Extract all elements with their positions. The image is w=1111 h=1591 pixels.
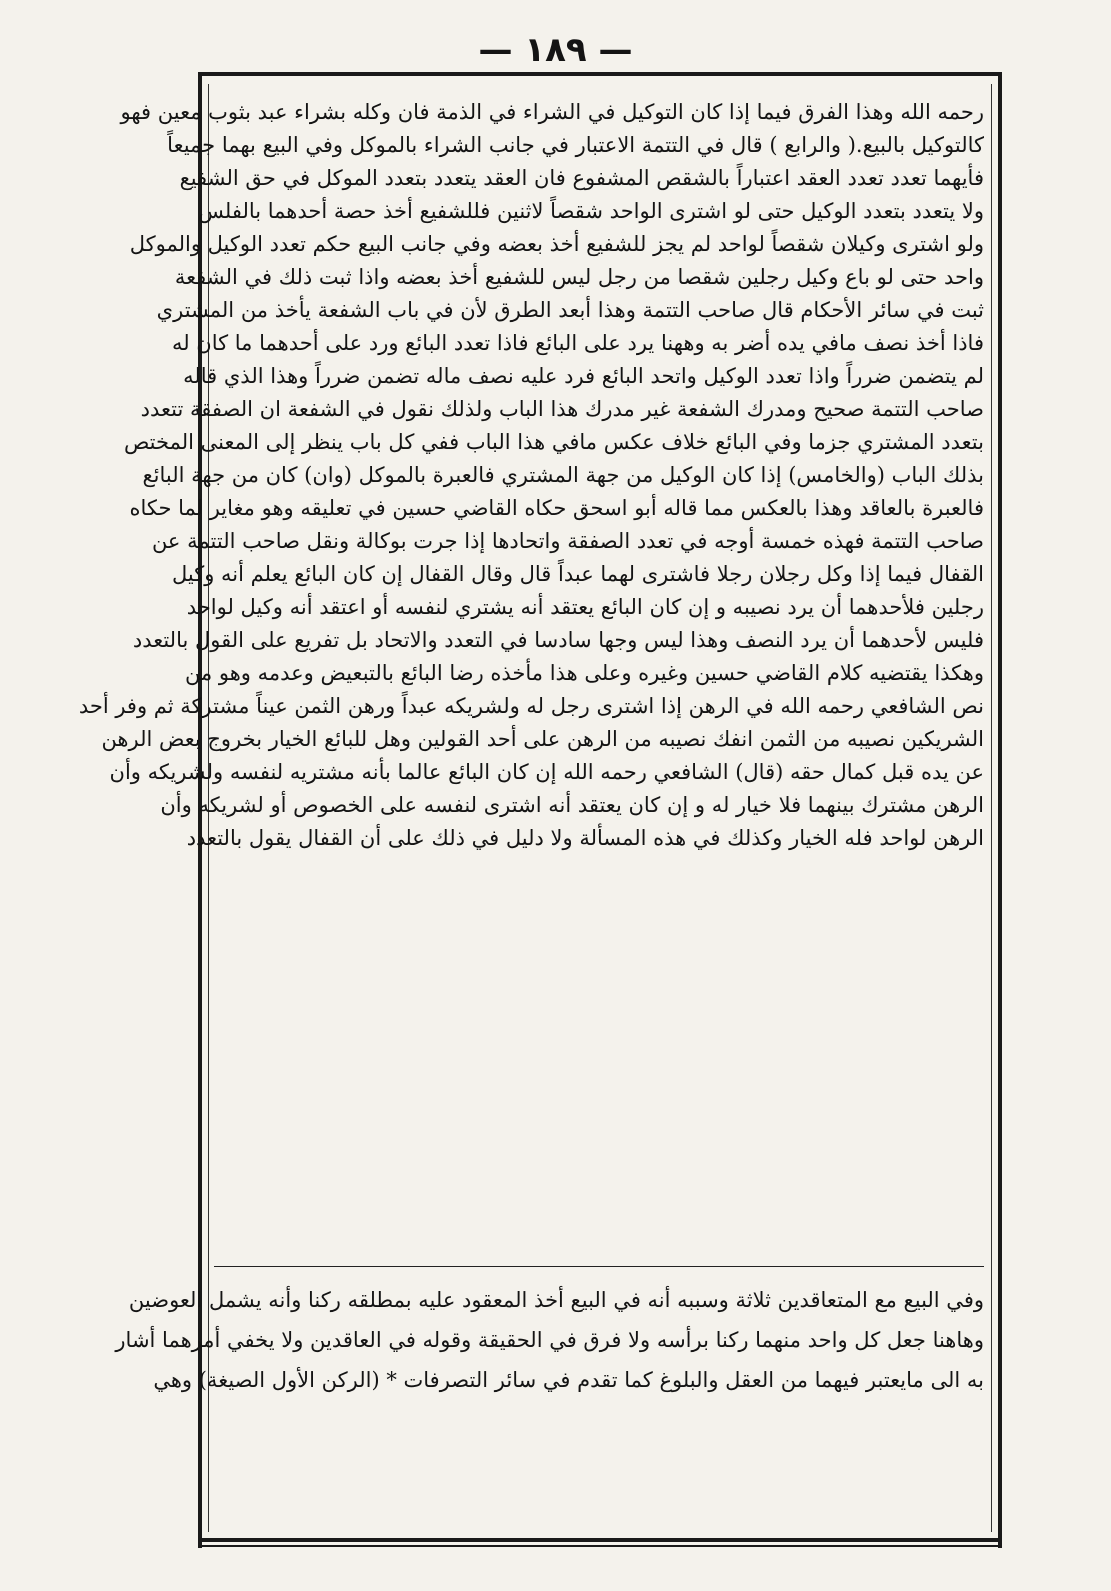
footnote-line: وهاهنا جعل كل واحد منهما ركنا برأسه ولا فرق في الحقيقة وقوله في العاقدين ولا يخفي أمرهما أشار bbox=[115, 1328, 984, 1352]
text-line: فاذا أخذ نصف مافي يده أضر به وههنا يرد على البائع فاذا تعدد البائع ورد على أحدهما ما كان له bbox=[171, 331, 984, 355]
text-line: فليس لأحدهما أن يرد النصف وهذا ليس وجها سادسا في التعدد والاتحاد بل تفريع على القول بالتعدد bbox=[132, 628, 984, 652]
footnote-line: وفي البيع مع المتعاقدين ثلاثة وسببه أنه في البيع أخذ المعقود عليه بمطلقه ركنا وأنه يشمل العوضين bbox=[128, 1288, 984, 1312]
text-line: صاحب التتمة فهذه خمسة أوجه في تعدد الصفقة واتحادها إذا جرت بوكالة ونقل صاحب التتمة عن bbox=[151, 529, 984, 553]
text-line: صاحب التتمة صحيح ومدرك الشفعة غير مدرك هذا الباب ولذلك نقول في الشفعة ان الصفقة تتعدد bbox=[140, 397, 984, 421]
text-line: بتعدد المشتري جزما وفي البائع خلاف عكس مافي هذا الباب ففي كل باب ينظر إلى المعنى المختص bbox=[123, 430, 984, 454]
footnote-text-body bbox=[115, 1280, 984, 1400]
text-line: بذلك الباب (والخامس) إذا كان الوكيل من جهة المشتري فالعبرة بالموكل (وان) كان من جهة البائع bbox=[142, 463, 984, 487]
text-line: الرهن لواحد فله الخيار وكذلك في هذه المسألة ولا دليل في ذلك على أن القفال يقول بالتعدد bbox=[186, 826, 984, 850]
text-line: عن يده قبل كمال حقه (قال) الشافعي رحمه الله إن كان البائع عالما بأنه مشتريه لنفسه ولشريكه وأن bbox=[109, 760, 984, 784]
text-line: واحد حتى لو باع وكيل رجلين شقصا من رجل ليس للشفيع أخذ بعضه واذا ثبت ذلك في الشفعة bbox=[174, 265, 984, 289]
text-line: الرهن مشترك بينهما فلا خيار له و إن كان يعتقد أنه اشترى لنفسه على الخصوص أو لشريكه وأن bbox=[160, 793, 984, 817]
text-line: رجلين فلأحدهما أن يرد نصيبه و إن كان البائع يعتقد أنه يشتري لنفسه أو اعتقد أنه وكيل لواحد bbox=[186, 595, 984, 619]
text-line: القفال فيما إذا وكل رجلان رجلا فاشترى لهما عبداً قال وقال القفال إن كان البائع يعلم أنه وكيل bbox=[171, 562, 984, 586]
text-line: فالعبرة بالعاقد وهذا بالعكس مما قاله أبو اسحق حكاه القاضي حسين في تعليقه وهو مغاير لما حكاه bbox=[129, 496, 984, 520]
text-line: نص الشافعي رحمه الله في الرهن إذا اشترى رجل له ولشريكه عبداً ورهن الثمن عيناً مشتركة ثم وفر أحد bbox=[78, 694, 984, 718]
footnote-line: به الى مايعتبر فيهما من العقل والبلوغ كما تقدم في سائر التصرفات * (الركن الأول الصيغة) وهي bbox=[153, 1368, 984, 1392]
page-number: — ١٨٩ — bbox=[478, 30, 633, 70]
text-line: الشريكين نصيبه من الثمن انفك نصيبه من الرهن على أحد القولين وهل للبائع الخيار بخروج بعض الرهن bbox=[101, 727, 984, 751]
text-line: رحمه الله وهذا الفرق فيما إذا كان التوكيل في الشراء في الذمة فان وكله بشراء عبد بثوب معين فهو bbox=[120, 100, 984, 124]
text-line: ولو اشترى وكيلان شقصاً لواحد لم يجز للشفيع أخذ بعضه وفي جانب البيع حكم تعدد الوكيل والموكل bbox=[129, 232, 984, 256]
text-line: فأيهما تعدد تعدد العقد اعتباراً بالشقص المشفوع فان العقد يتعدد بتعدد الموكل في حق الشفيع bbox=[179, 166, 984, 190]
footnote-separator bbox=[214, 1266, 984, 1267]
frame-inner-rule-right bbox=[991, 84, 992, 1532]
text-line: ولا يتعدد بتعدد الوكيل حتى لو اشترى الواحد شقصاً لاثنين فللشفيع أخذ حصة أحدهما بالفلس bbox=[198, 199, 984, 223]
main-text-body bbox=[78, 96, 984, 855]
text-line: لم يتضمن ضرراً واذا تعدد الوكيل واتحد البائع فرد عليه نصف ماله تضمن ضرراً وهذا الذي قاله bbox=[183, 364, 984, 388]
text-line: ثبت في سائر الأحكام قال صاحب التتمة وهذا أبعد الطرق لأن في باب الشفعة يأخذ من المشتري bbox=[156, 298, 984, 322]
text-line: وهكذا يقتضيه كلام القاضي حسين وغيره وعلى هذا مأخذه رضا البائع بالتبعيض وعدمه وهو من bbox=[184, 661, 984, 685]
text-line: كالتوكيل بالبيع.( والرابع ) قال في التتمة الاعتبار في جانب الشراء بالموكل وفي البيع بهما جميعاً bbox=[167, 133, 984, 157]
